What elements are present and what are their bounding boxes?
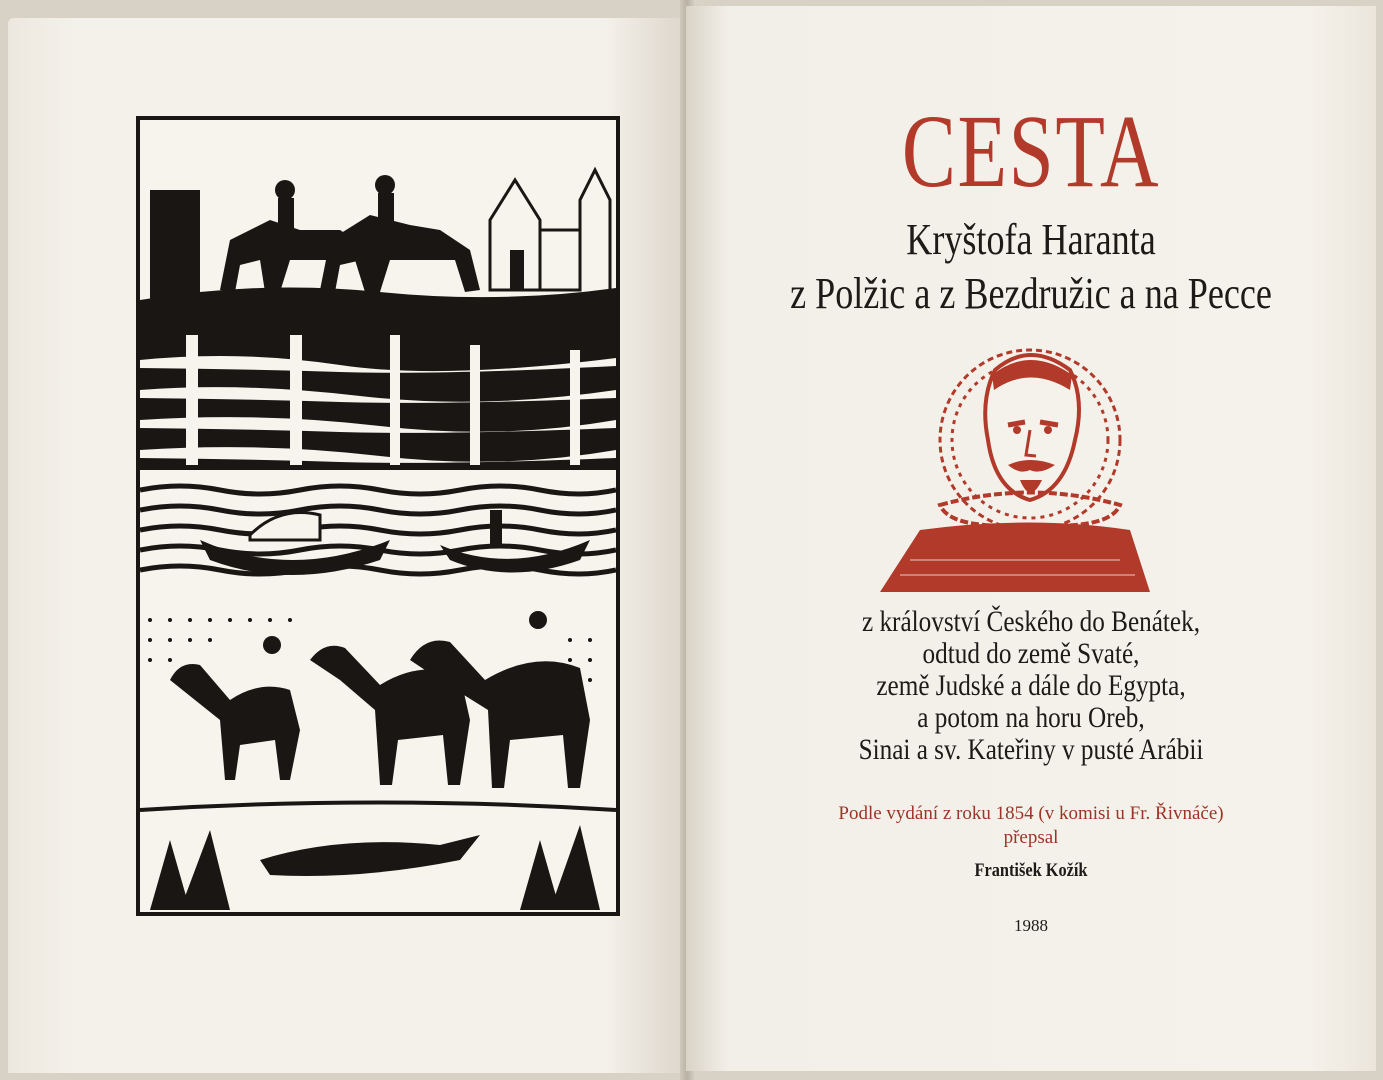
subtitle-line-1: Kryštofa Haranta (906, 215, 1156, 264)
publication-year: 1988 (1014, 916, 1048, 935)
route-line: země Judské a dále do Egypta, (876, 669, 1186, 702)
portrait-image (880, 330, 1150, 592)
title-page (686, 0, 1376, 1065)
woodcut-image (140, 120, 616, 912)
portrait-engraving (880, 330, 1150, 592)
edition-line-1: Podle vydání z roku 1854 (v komisi u Fr. Řivnáče) (838, 803, 1224, 824)
route-line: a potom na horu Oreb, (917, 701, 1145, 734)
subtitle-line-2: z Polžic a z Bezdružic a na Pecce (790, 269, 1272, 318)
edition-note (686, 802, 1376, 850)
route-line: z království Českého do Benátek, (861, 605, 1201, 638)
left-page (8, 18, 686, 1073)
route-line: odtud do země Svaté, (922, 637, 1140, 670)
book-title: CESTA (901, 94, 1161, 209)
edition-line-2: přepsal (1003, 827, 1059, 848)
woodcut-illustration (136, 116, 620, 916)
route-description (686, 606, 1376, 766)
author-name: František Kožík (974, 860, 1088, 881)
route-line: Sinai a sv. Kateřiny v pusté Arábii (858, 733, 1204, 766)
